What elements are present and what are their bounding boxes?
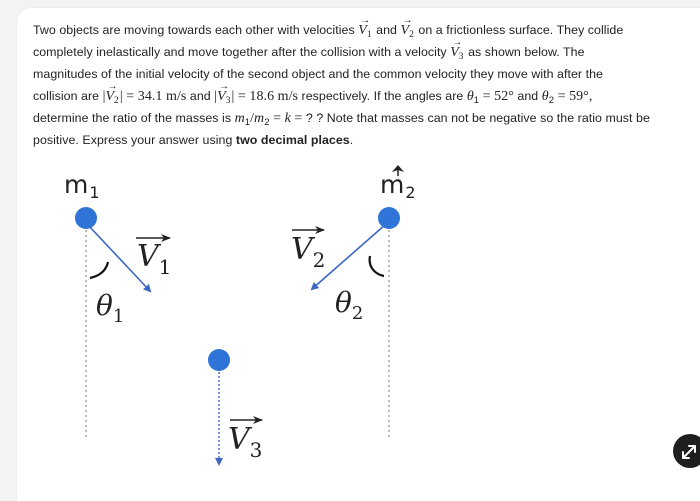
combined-ball	[208, 349, 230, 371]
problem-line-5: determine the ratio of the masses is $m_1/m_2 = k$ = ? ? Note that masses can not be negative so the ratio must be	[33, 111, 650, 128]
v1-label: $V_1$	[137, 239, 172, 279]
emphasis-two-decimal-places: two decimal places	[235, 133, 350, 147]
problem-line-4: collision are |→ $V_2| = 34.1$ m/s and |→ $V_3| = 18.6$ m/s respectively. If the angles are $\theta_1 = 52^\circ$ and $\theta_2 = 59^\circ$,	[33, 85, 693, 107]
m2-ball	[378, 207, 400, 229]
expand-icon	[673, 434, 700, 468]
v3-magnitude-value: 18.6	[249, 89, 275, 104]
problem-line-3: magnitudes of the initial velocity of the second object and the common velocity they move with after the	[33, 67, 603, 81]
v2-label: $V_2$	[291, 232, 326, 272]
vector-v2-magnitude: → $V_2$	[105, 86, 119, 112]
problem-line-2: completely inelastically and move together after the collision with a velocity → $V_3$ as shown below. The	[33, 41, 693, 63]
theta2-arc	[370, 256, 384, 276]
problem-line-6: positive. Express your answer using two decimal places.	[33, 133, 354, 147]
theta2-label: $\theta_2$	[335, 286, 364, 324]
m2-label: $m_2$	[380, 170, 416, 202]
expand-image-button[interactable]	[673, 434, 700, 468]
theta2-value: 59°	[569, 89, 589, 104]
vector-v1: → $V_1$	[358, 20, 372, 46]
problem-line-1: Two objects are moving towards each other with velocities → $V_1$ and → $V_2$ on a frictionless surface. They collide	[33, 19, 693, 41]
theta1-arc	[90, 262, 108, 278]
vector-v3-magnitude: → $V_3$	[217, 86, 231, 112]
vector-v3: → $V_3$	[450, 42, 464, 68]
theta1-label: $\theta_1$	[96, 289, 125, 327]
m1-ball	[75, 207, 97, 229]
vector-v2: → $V_2$	[400, 20, 414, 46]
theta1-value: 52°	[494, 89, 514, 104]
m1-label: $m_1$	[64, 170, 100, 202]
v3-label: $V_3$	[228, 422, 263, 462]
v2-magnitude-value: 34.1	[137, 89, 163, 104]
